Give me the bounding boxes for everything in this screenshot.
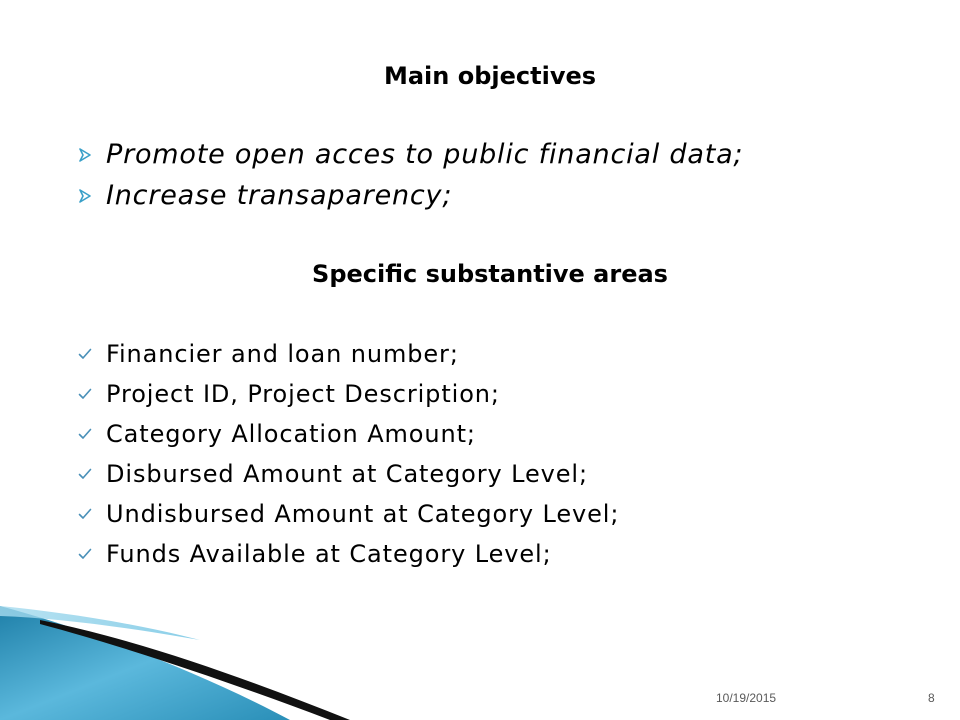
area-text: Financier and loan number; bbox=[106, 340, 459, 368]
area-text: Funds Available at Category Level; bbox=[106, 540, 552, 568]
check-bullet-icon bbox=[78, 544, 106, 564]
specific-areas-heading: Specific substantive areas bbox=[312, 260, 668, 288]
area-item bbox=[78, 380, 500, 408]
check-bullet-icon bbox=[78, 384, 106, 404]
main-objectives-heading: Main objectives bbox=[383, 62, 597, 90]
check-bullet-icon bbox=[78, 424, 106, 444]
objective-item bbox=[78, 139, 743, 170]
area-text: Undisbursed Amount at Category Level; bbox=[106, 500, 620, 528]
objective-text: Increase transaparency; bbox=[106, 180, 453, 211]
arrow-bullet-icon bbox=[78, 145, 106, 165]
area-text: Disbursed Amount at Category Level; bbox=[106, 460, 588, 488]
check-bullet-icon bbox=[78, 504, 106, 524]
objective-text: Promote open acces to public financial data; bbox=[106, 139, 744, 170]
check-bullet-icon bbox=[78, 464, 106, 484]
footer-date: 10/19/2015 bbox=[716, 691, 777, 705]
area-item bbox=[78, 540, 552, 568]
area-text: Category Allocation Amount; bbox=[106, 420, 476, 448]
area-item bbox=[78, 500, 619, 528]
area-item bbox=[78, 460, 588, 488]
check-bullet-icon bbox=[78, 344, 106, 364]
footer-page-number: 8 bbox=[928, 691, 935, 705]
objective-item bbox=[78, 180, 452, 211]
area-item bbox=[78, 340, 459, 368]
arrow-bullet-icon bbox=[78, 186, 106, 206]
area-text: Project ID, Project Description; bbox=[106, 380, 500, 408]
area-item bbox=[78, 420, 476, 448]
